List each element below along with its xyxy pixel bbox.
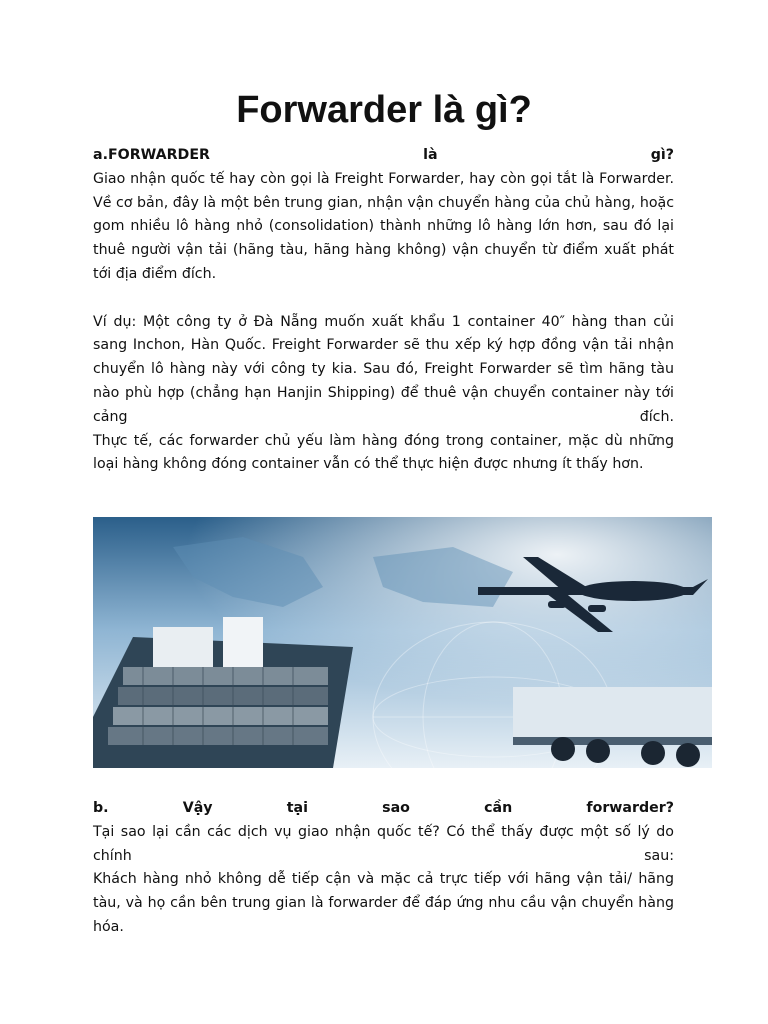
section-a-paragraph-3: Thực tế, các forwarder chủ yếu làm hàng đóng trong container, mặc dù những loại hàng không đóng container vẫn có thể thực hiện được nhưng ít thấy hơn. — [93, 432, 674, 473]
page-title: Forwarder là gì? — [236, 89, 532, 131]
section-a-paragraph-2: Ví dụ: Một công ty ở Đà Nẵng muốn xuất khẩu 1 container 40″ hàng than củi sang Inchon, Hàn Quốc. Freight Forwarder sẽ thu xếp ký hợp đồng vận tải nhận chuyển lô hàng này với công ty kia. Sau đó, Freight Forwarder sẽ tìm hãng tàu nào phù hợp (chẳng hạn Hanjin Shipping) để thuê vận chuyển container này tới cảng đích. — [93, 313, 674, 425]
section-b-paragraph-1: Tại sao lại cần các dịch vụ giao nhận quốc tế? Có thể thấy được một số lý do chính sau: — [93, 823, 674, 864]
section-a-heading: a.FORWARDER là gì? — [93, 147, 674, 163]
section-b — [93, 797, 674, 940]
section-b-paragraph-2: Khách hàng nhỏ không dễ tiếp cận và mặc cả trực tiếp với hãng vận tải/ hãng tàu, và họ cần bên trung gian là forwarder để đáp ứng nhu cầu vận chuyển hàng hóa. — [93, 871, 674, 935]
section-a — [93, 144, 674, 477]
logistics-illustration — [93, 517, 712, 768]
section-a-paragraph-1: Giao nhận quốc tế hay còn gọi là Freight Forwarder, hay còn gọi tắt là Forwarder. Về cơ bản, đây là một bên trung gian, nhận vận chuyển hàng của chủ hàng, hoặc gom nhiều lô hàng nhỏ (consolidation) thành những lô hàng lớn hơn, sau đó lại thuê người vận tải (hãng tàu, hãng hàng không) vận chuyển từ điểm xuất phát tới địa điểm đích. — [93, 170, 674, 282]
section-b-heading: b. Vậy tại sao cần forwarder? — [93, 800, 674, 816]
